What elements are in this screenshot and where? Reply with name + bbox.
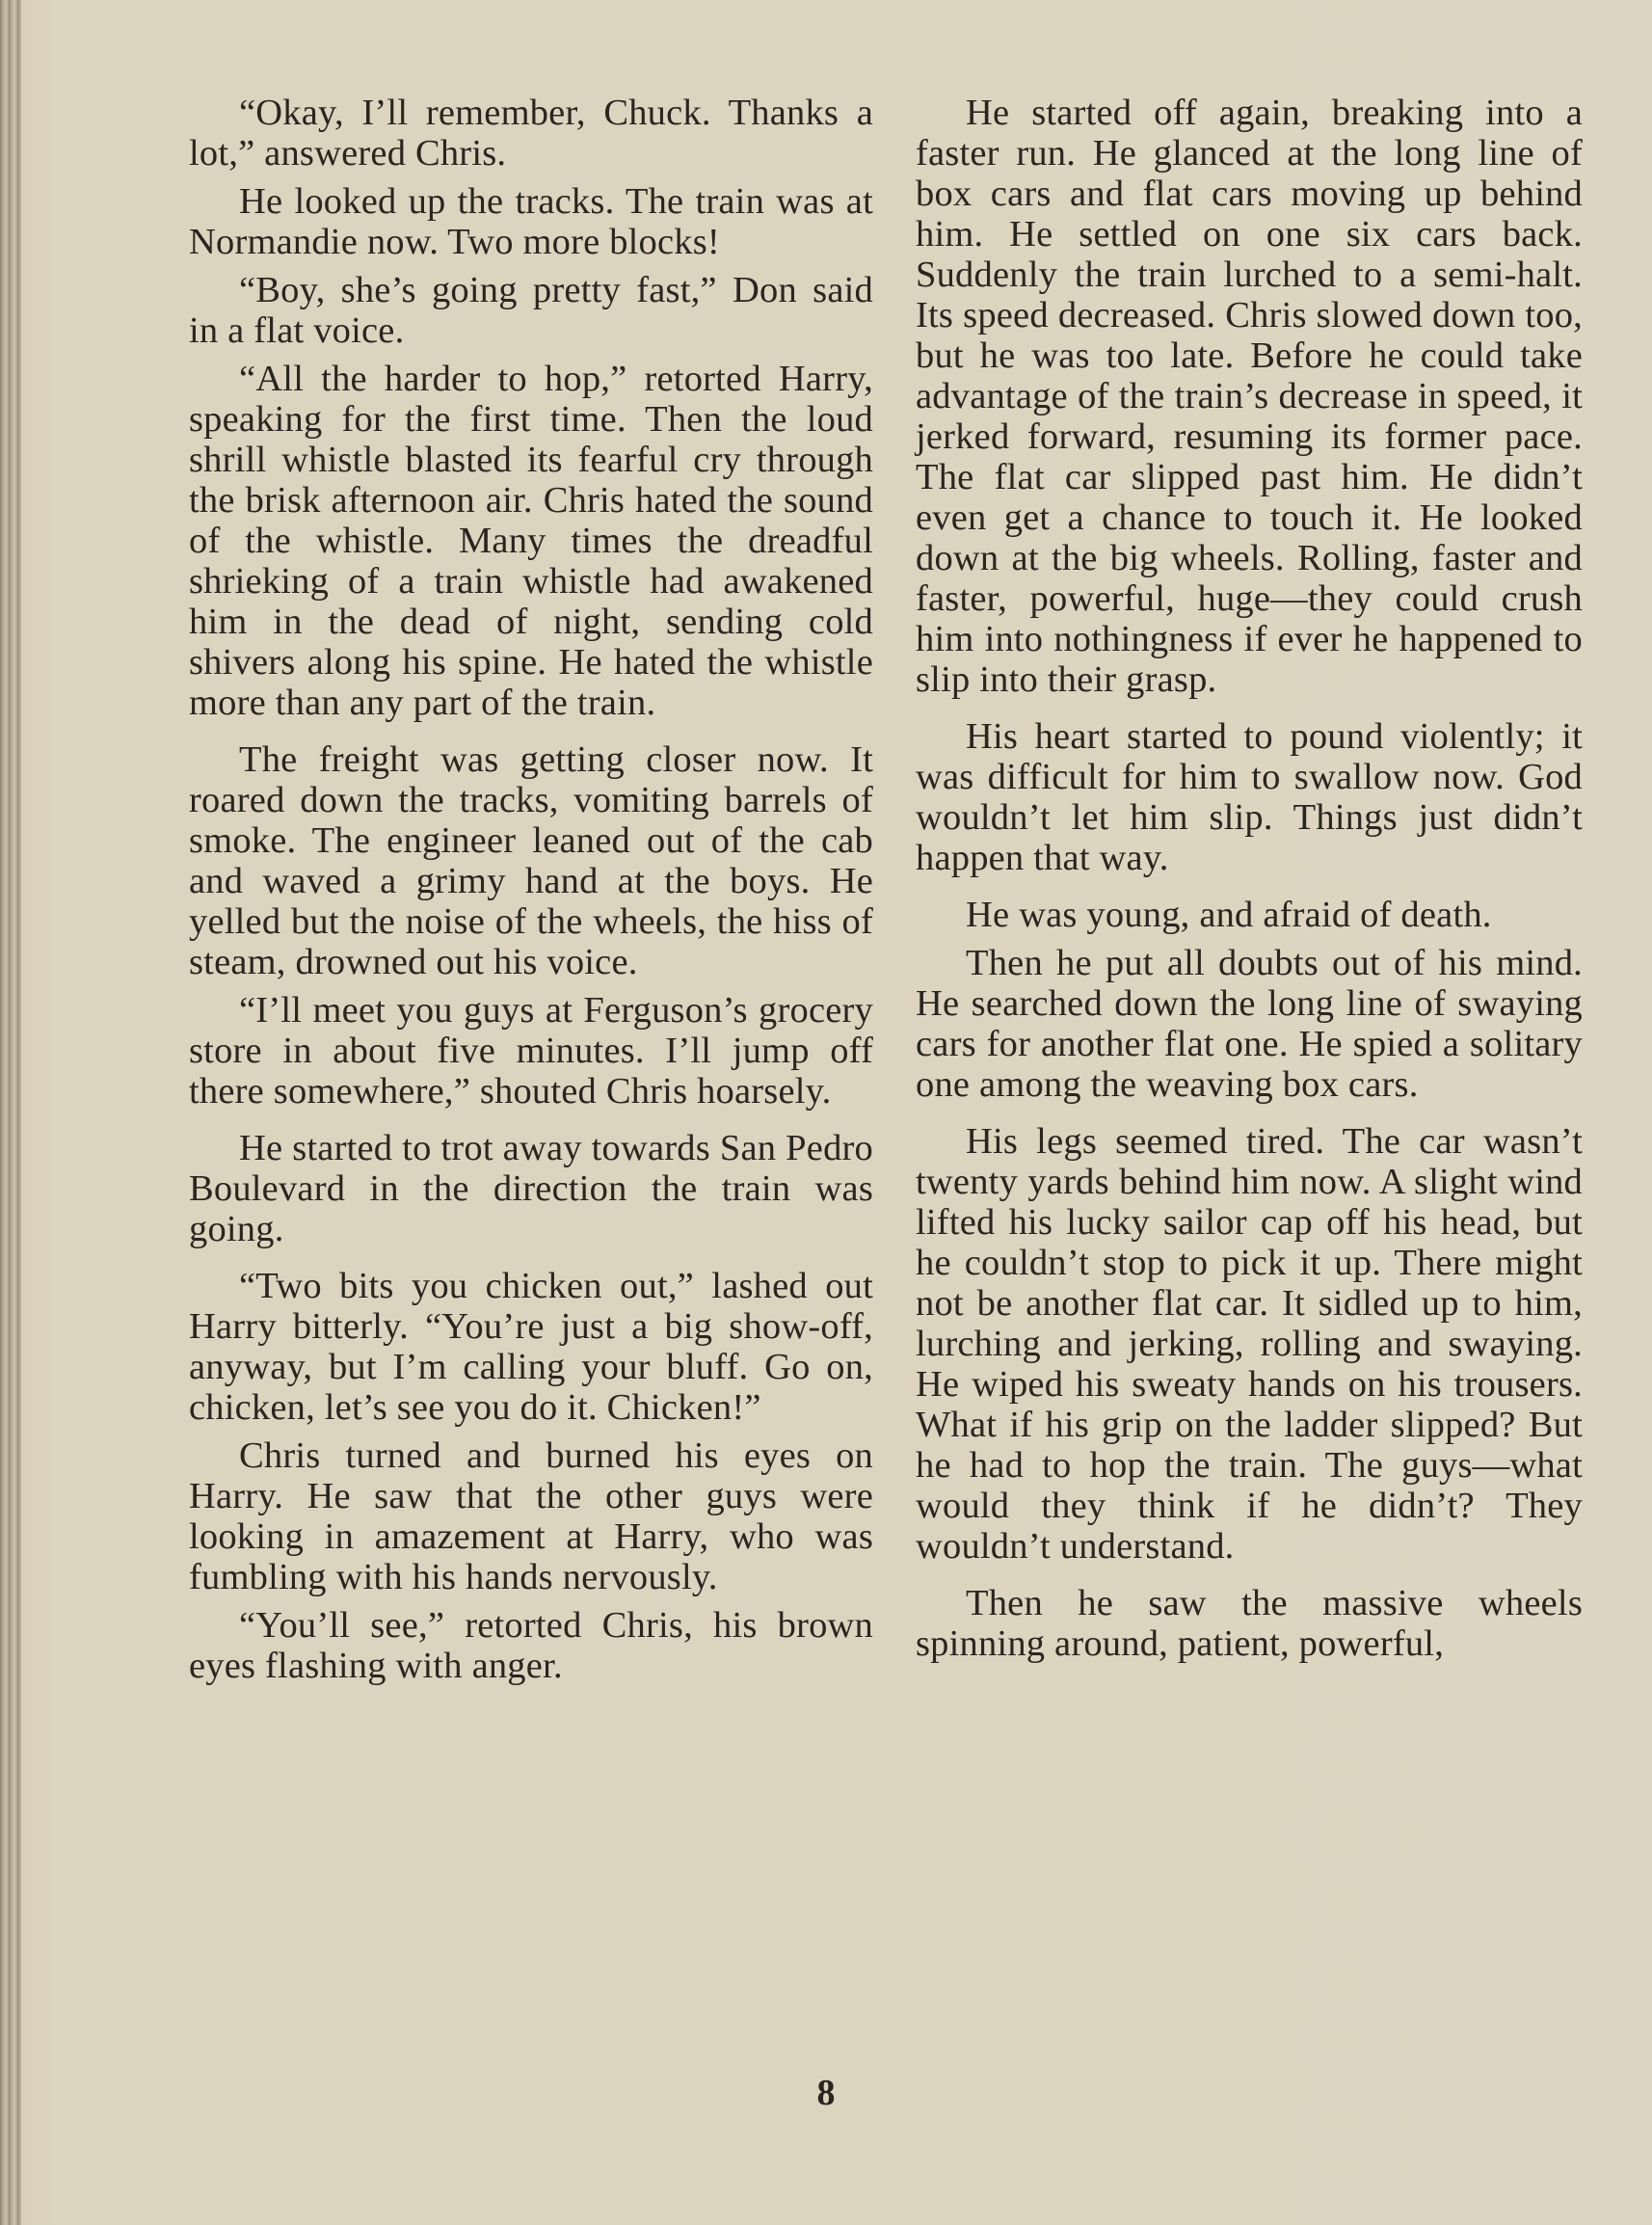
paragraph: The freight was getting closer now. It roared down the tracks, vomiting barrels of smoke. The engineer leaned out of the cab and waved a grimy hand at the boys. He yelled but the noise of the wheels, the hiss of steam, drowned out his voice.: [189, 739, 873, 982]
paragraph: His heart started to pound violently; it was difficult for him to swallow now. God wouldn’t let him slip. Things just didn’t happen that way.: [916, 716, 1583, 878]
paragraph: “Two bits you chicken out,” lashed out Harry bitterly. “You’re just a big show-off, anyway, but I’m calling your bluff. Go on, chicken, let’s see you do it. Chicken!”: [189, 1266, 873, 1428]
paragraph: He was young, and afraid of death.: [966, 895, 1492, 935]
left-column: [189, 93, 873, 1702]
paragraph: “Boy, she’s going pretty fast,” Don said in a flat voice.: [189, 270, 873, 351]
paragraph: “You’ll see,” retorted Chris, his brown eyes flashing with anger.: [189, 1605, 873, 1686]
paragraph: His legs seemed tired. The car wasn’t twenty yards behind him now. A slight wind lifted his lucky sailor cap off his head, but he couldn’t stop to pick it up. There might not be another flat car. It sidled up to him, lurching and jerking, rolling and swaying. He wiped his sweaty hands on his trousers. What if his grip on the ladder slipped? But he had to hop the train. The guys—what would they think if he didn’t? They wouldn’t understand.: [916, 1121, 1583, 1567]
paragraph: Chris turned and burned his eyes on Harry. He saw that the other guys were looking in amazement at Harry, who was fumbling with his hands nervously.: [189, 1435, 873, 1597]
book-spine: [0, 0, 21, 2225]
paragraph: “I’ll meet you guys at Ferguson’s grocery store in about five minutes. I’ll jump off there somewhere,” shouted Chris hoarsely.: [189, 990, 873, 1112]
right-column: [916, 93, 1583, 1680]
page-number: 8: [816, 2073, 836, 2113]
paragraph: Then he put all doubts out of his mind. He searched down the long line of swaying cars for another flat one. He spied a solitary one among the weaving box cars.: [916, 943, 1583, 1105]
paragraph: He looked up the tracks. The train was at Normandie now. Two more blocks!: [189, 181, 873, 262]
paragraph: “All the harder to hop,” retorted Harry, speaking for the first time. Then the loud shrill whistle blasted its fearful cry through the brisk afternoon air. Chris hated the sound of the whistle. Many times the dreadful shrieking of a train whistle had awakened him in the dead of night, sending cold shivers along his spine. He hated the whistle more than any part of the train.: [189, 359, 873, 723]
paragraph: He started to trot away towards San Pedro Boulevard in the direction the train was going.: [189, 1128, 873, 1249]
paragraph: “Okay, I’ll remember, Chuck. Thanks a lot,” answered Chris.: [189, 93, 873, 174]
paragraph: Then he saw the massive wheels spinning around, patient, powerful,: [916, 1583, 1583, 1664]
paragraph: He started off again, breaking into a faster run. He glanced at the long line of box cars and flat cars moving up behind him. He settled on one six cars back. Suddenly the train lurched to a semi-halt. Its speed decreased. Chris slowed down too, but he was too late. Before he could take advantage of the train’s decrease in speed, it jerked forward, resuming its former pace. The flat car slipped past him. He didn’t even get a chance to touch it. He looked down at the big wheels. Rolling, faster and faster, powerful, huge—they could crush him into nothingness if ever he happened to slip into their grasp.: [916, 93, 1583, 700]
